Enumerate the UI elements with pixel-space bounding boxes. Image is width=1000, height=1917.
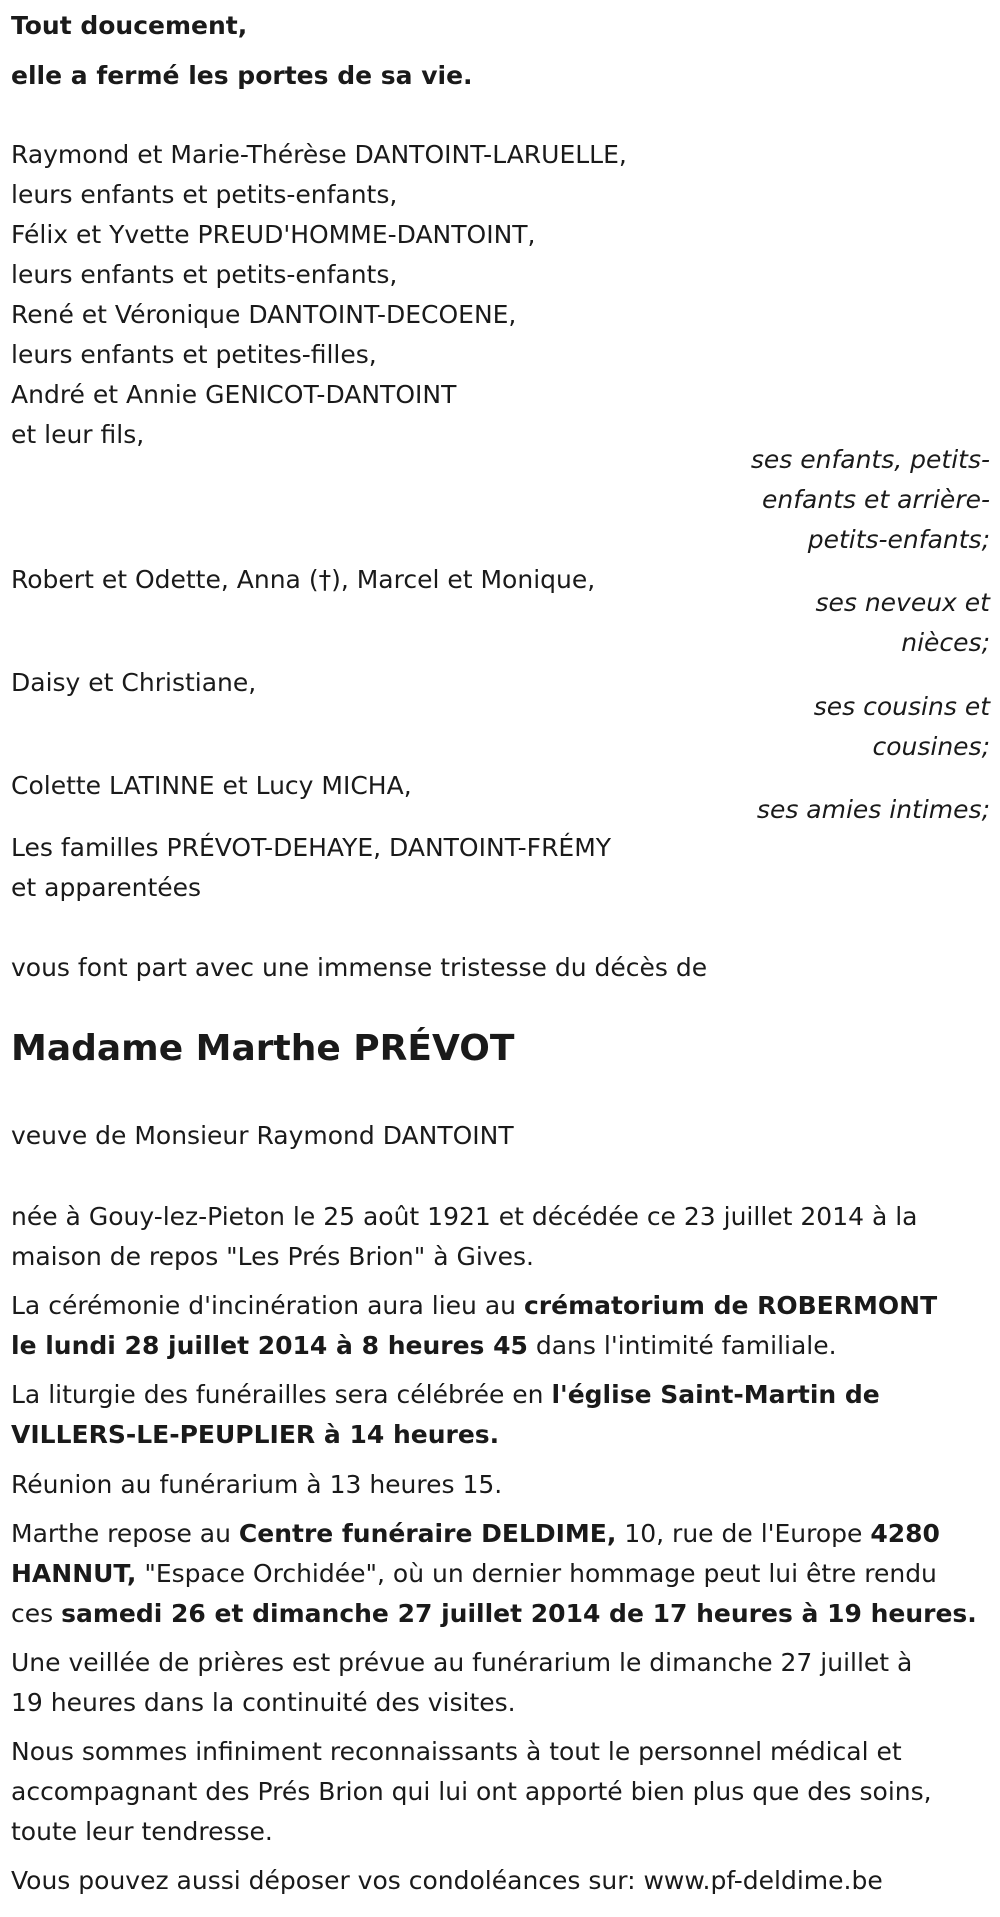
ceremony-line-2 [11,1326,837,1366]
rest-center: Centre funéraire DELDIME, [238,1519,617,1548]
family-line: René et Véronique DANTOINT-DECOENE, [11,300,517,329]
rest-postcode: 4280 [870,1519,940,1548]
relation-children: ses enfants, petits- [750,445,990,474]
relation-nephews: nièces; [901,628,990,657]
family-line: leurs enfants et petits-enfants, [11,260,398,289]
meeting: Réunion au funérarium à 13 heures 15. [11,1470,503,1499]
relation-friends: ses amies intimes; [756,795,990,824]
rest-text: ces [11,1599,62,1628]
announcement: vous font part avec une immense tristesse du décès de [11,953,708,982]
relation-cousins: cousines; [872,732,990,761]
ceremony-date: le lundi 28 juillet 2014 à 8 heures 45 [11,1331,528,1360]
birth-death: née à Gouy-lez-Pieton le 25 août 1921 et décédée ce 23 juillet 2014 à la [11,1202,918,1231]
liturgy-place: l'église Saint-Martin de [551,1380,880,1409]
widow-of: veuve de Monsieur Raymond DANTOINT [11,1121,514,1150]
thanks-line: Nous sommes infiniment reconnaissants à tout le personnel médical et [11,1737,902,1766]
relation-children: enfants et arrière- [762,485,990,514]
family-line: Félix et Yvette PREUD'HOMME-DANTOINT, [11,220,536,249]
liturgy-line-2: VILLERS-LE-PEUPLIER à 14 heures. [11,1420,500,1449]
nephews-line: Robert et Odette, Anna (†), Marcel et Monique, [11,565,596,594]
rest-text: "Espace Orchidée", où un dernier hommage peut lui être rendu [136,1559,937,1588]
family-line: André et Annie GENICOT-DANTOINT [11,380,457,409]
ceremony-place: crématorium de ROBERMONT [523,1291,938,1320]
rest-line-3 [11,1594,977,1634]
family-line: et leur fils, [11,420,145,449]
liturgy-line-1 [11,1375,880,1415]
relation-cousins: ses cousins et [813,692,990,721]
thanks-line: toute leur tendresse. [11,1817,273,1846]
family-line: leurs enfants et petites-filles, [11,340,377,369]
relation-nephews: ses neveux et [815,588,990,617]
condolences: Vous pouvez aussi déposer vos condoléances sur: www.pf-deldime.be [11,1866,883,1895]
ceremony-line-1 [11,1286,937,1326]
cousins-line: Daisy et Christiane, [11,668,257,697]
intro-line-1: Tout doucement, [11,11,248,40]
relation-children: petits-enfants; [807,525,990,554]
birth-death: maison de repos "Les Prés Brion" à Gives. [11,1242,534,1271]
rest-line-1 [11,1514,940,1554]
rest-address: 10, rue de l'Europe [616,1519,871,1548]
liturgy-text: La liturgie des funérailles sera célébrée en [11,1380,552,1409]
families-line: Les familles PRÉVOT-DEHAYE, DANTOINT-FRÉMY [11,833,612,862]
vigil-line: 19 heures dans la continuité des visites. [11,1688,516,1717]
rest-text: Marthe repose au [11,1519,239,1548]
rest-line-2 [11,1554,937,1594]
friends-line: Colette LATINNE et Lucy MICHA, [11,771,412,800]
ceremony-text: La cérémonie d'incinération aura lieu au [11,1291,524,1320]
thanks-line: accompagnant des Prés Brion qui lui ont apporté bien plus que des soins, [11,1777,932,1806]
intro-line-2: elle a fermé les portes de sa vie. [11,61,473,90]
family-line: Raymond et Marie-Thérèse DANTOINT-LARUELLE, [11,140,627,169]
families-line: et apparentées [11,873,202,902]
family-line: leurs enfants et petits-enfants, [11,180,398,209]
rest-city: HANNUT, [11,1559,137,1588]
ceremony-text: dans l'intimité familiale. [527,1331,837,1360]
rest-dates: samedi 26 et dimanche 27 juillet 2014 de 17 heures à 19 heures. [61,1599,977,1628]
vigil-line: Une veillée de prières est prévue au funérarium le dimanche 27 juillet à [11,1648,913,1677]
deceased-name: Madame Marthe PRÉVOT [11,1028,515,1069]
